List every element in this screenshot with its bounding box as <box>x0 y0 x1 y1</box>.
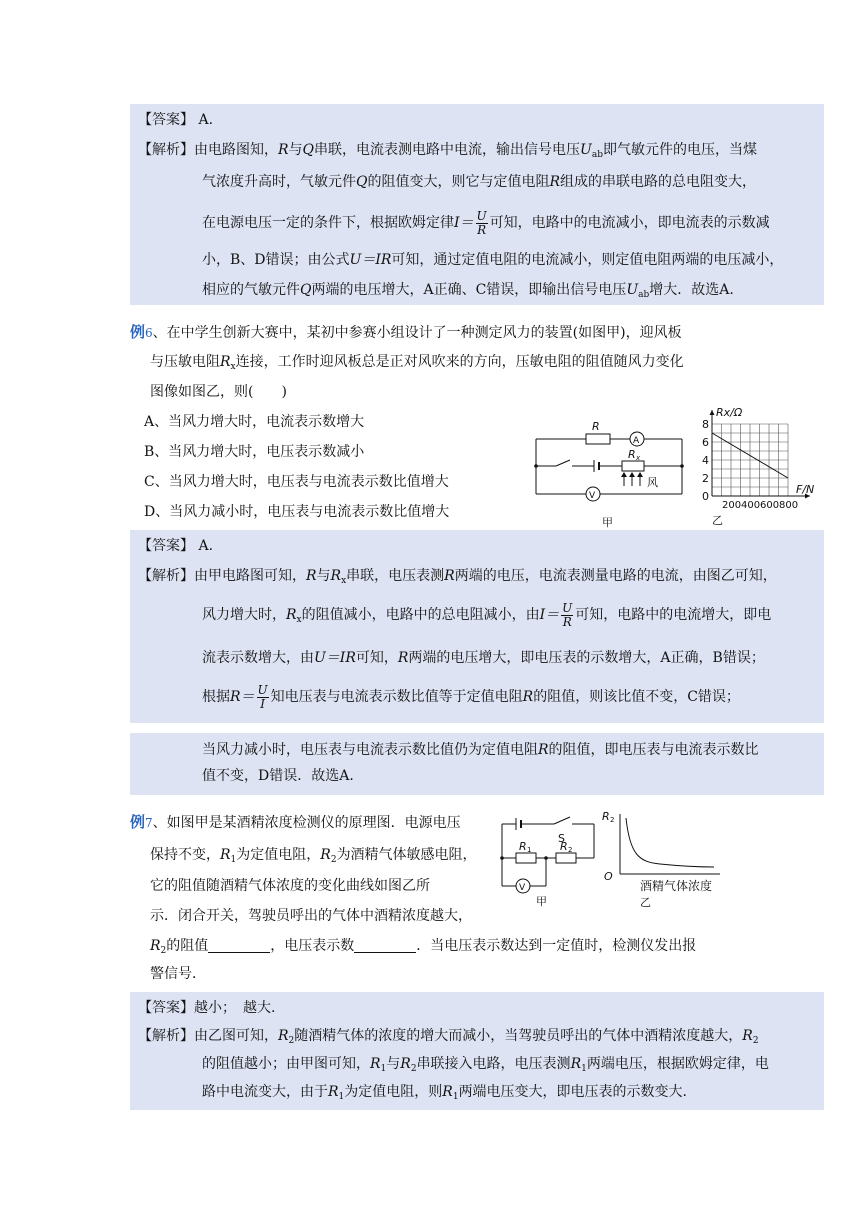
y-axis-arrow <box>710 410 715 415</box>
ex6-analysis-1: 【解析】由甲电路图可知，R与$R_x$串联，电压表测R两端的电压，电流表测量电路的电流，由图乙可知， <box>138 568 777 586</box>
ex5-answer: 【答案】 A. <box>138 112 214 128</box>
ex7-question-6: 警信号． <box>150 966 206 982</box>
blank-1[interactable] <box>208 938 270 953</box>
ex5-analysis-4: 小，B、D错误；由公式U＝IR可知，通过定值电阻的电流减小，则定值电阻两端的电压减小， <box>202 252 784 268</box>
ex6-analysis-6: 值不变，D错误．故选A. <box>202 768 354 784</box>
graph-xlabel: 酒精气体浓度 <box>640 879 713 893</box>
graph-ylabel: R <box>602 810 610 823</box>
chart-xlabel: F/N <box>796 483 815 496</box>
switch-s-label: S <box>558 832 565 845</box>
resistor-r-label: R <box>592 420 600 433</box>
ex7-circuit-diagram <box>494 808 604 908</box>
ex5-analysis-1: 【解析】由电路图知，R与Q串联，电流表测电路中电流，输出信号电压$U_{ab}$即气敏元件的电压，当煤 <box>138 142 757 160</box>
ex6-circuit-diagram <box>526 416 692 530</box>
chart-grid <box>712 424 788 496</box>
y-tick-label: 6 <box>702 436 709 449</box>
ex7-question-1: 例7、如图甲是某酒精浓度检测仪的原理图．电源电压 <box>130 813 461 831</box>
ex6-option-b: B、当风力增大时，电压表示数减小 <box>144 444 365 460</box>
ex5-analysis-2: 气浓度升高时，气敏元件Q的阻值变大，则它与定值电阻R组成的串联电路的总电阻变大， <box>202 174 757 190</box>
ex7-question-4: 示．闭合开关，驾驶员呼出的气体中酒精浓度越大， <box>150 908 472 924</box>
svg-text:A: A <box>633 436 640 446</box>
x-tick-label: 800 <box>779 500 799 511</box>
ex7-question-5: $R_2$的阻值 ，电压表示数 ．当电压表示数达到一定值时，检测仪发出报 <box>150 938 697 956</box>
svg-text:2: 2 <box>568 846 573 854</box>
ex7-r2-concentration-graph <box>600 806 726 910</box>
ex5-analysis-3: 在电源电压一定的条件下，根据欧姆定律I＝ $\frac{U}{R}$ 可知，电路中的电流减小，即电流表的示数减 <box>202 208 770 237</box>
ex6-option-c: C、当风力增大时，电压表与电流表示数比值增大 <box>144 474 449 490</box>
ex6-option-a: A、当风力增大时，电流表示数增大 <box>144 414 365 430</box>
x-tick-label: 600 <box>760 500 780 511</box>
ex6-rx-force-chart <box>684 404 824 528</box>
y-tick-label: 2 <box>702 472 709 485</box>
ex7-fig-jia-caption: 甲 <box>536 895 547 908</box>
ex5-answer-box <box>130 104 824 305</box>
ex6-question-1: 例6、在中学生创新大赛中，某初中参赛小组设计了一种测定风力的装置(如图甲)，迎风板 <box>130 323 682 341</box>
ex6-answer: 【答案】 A. <box>138 538 214 554</box>
ex7-analysis-2: 的阻值越小；由甲图可知，$R_1$与$R_2$串联接入电路，电压表测$R_1$两端电压，根据欧姆定律，电 <box>202 1056 769 1074</box>
ex6-analysis-5: 当风力减小时，电压表与电流表示数比值仍为定值电阻R的阻值，即电压表与电流表示数比 <box>202 742 759 758</box>
ex6-analysis-3: 流表示数增大，由U＝IR可知，R两端的电压增大，即电压表的示数增大，A正确，B错误； <box>202 650 765 666</box>
y-tick-label: 8 <box>702 418 709 431</box>
r2-label: R <box>560 840 568 853</box>
y-tick-label: 4 <box>702 454 709 467</box>
ex7-question-2: 保持不变，$R_1$为定值电阻，$R_2$为酒精气体敏感电阻， <box>150 847 477 865</box>
svg-text:x: x <box>636 454 641 462</box>
x-tick-label: 400 <box>741 500 761 511</box>
ex6-analysis-4: 根据R＝ $\frac{U}{I}$ 知电压表与电流表示数比值等于定值电阻R的阻值，则该比值不变，C错误； <box>202 682 740 711</box>
svg-text:1: 1 <box>527 846 532 854</box>
ex5-analysis-5: 相应的气敏元件Q两端的电压增大，A正确、C错误，即输出信号电压$U_{ab}$增大．故选A. <box>202 282 734 300</box>
fig-yi-caption: 乙 <box>712 514 723 527</box>
graph-origin: O <box>604 870 613 883</box>
rx-label: R <box>628 448 636 461</box>
ex7-analysis-1: 【解析】由乙图可知，$R_2$随酒精气体的浓度的增大而减小，当驾驶员呼出的气体中酒精浓度越大，$R_2$ <box>138 1028 759 1046</box>
fig-jia-caption: 甲 <box>602 516 613 529</box>
svg-text:V: V <box>589 491 596 501</box>
ex7-answer: 【答案】越小； 越大. <box>138 1000 276 1016</box>
ex7-fig-yi-caption: 乙 <box>640 896 651 909</box>
blank-2[interactable] <box>354 938 416 953</box>
y-tick-label: 0 <box>702 490 709 503</box>
chart-ylabel: Rx/Ω <box>716 406 743 419</box>
ex6-analysis-2: 风力增大时，$R_x$的阻值减小，电路中的总电阻减小，由I＝ $\frac{U}{R}$ 可知，电路中的电流增大，即电 <box>202 600 772 629</box>
ex6-option-d: D、当风力减小时，电压表与电流表示数比值增大 <box>144 504 450 520</box>
ex6-question-3: 图像如图乙，则( ) <box>150 384 287 400</box>
ex7-analysis-3: 路中电流变大，由于$R_1$为定值电阻，则$R_1$两端电压变大，即电压表的示数变大. <box>202 1084 688 1102</box>
x-tick-label: 200 <box>722 500 742 511</box>
r1-label: R <box>519 840 527 853</box>
ex7-question-3: 它的阻值随酒精气体浓度的变化曲线如图乙所 <box>150 878 430 894</box>
ex6-question-2: 与压敏电阻$R_x$连接，工作时迎风板总是正对风吹来的方向，压敏电阻的阻值随风力变化 <box>150 354 684 372</box>
wind-label: 风 <box>647 476 658 489</box>
svg-text:2: 2 <box>610 816 615 824</box>
svg-text:V: V <box>519 883 526 893</box>
